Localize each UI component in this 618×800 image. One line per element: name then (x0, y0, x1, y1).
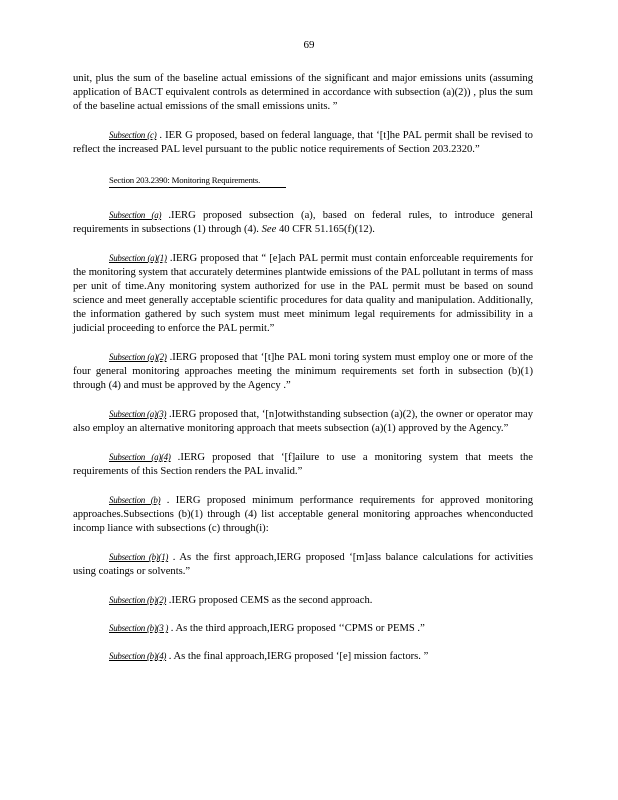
paragraph-subsection-a3 (73, 407, 533, 436)
citation-text: 40 CFR 51.165(f)(12). (278, 224, 375, 235)
paragraph-subsection-a1 (73, 251, 533, 336)
paragraph-text: . As the first approach,IERG proposed ‘[m]ass balance calculations for activities using coatings or solvents.” (73, 552, 533, 577)
paragraph-text: . IERG proposed minimum performance requirements for approved monitoring approaches.Subsections (b)(1) through (4) list acceptable general monitoring approaches whenconducted incomp liance with subsections (c) through(i): (73, 495, 533, 534)
paragraph-subsection-b1 (73, 550, 533, 579)
paragraph-subsection-b (73, 493, 533, 536)
subsection-label: Subsection (c) (109, 130, 157, 140)
paragraph-text: .IERG proposed CEMS as the second approach. (168, 595, 373, 606)
subsection-label: Subsection (a)(3) (109, 409, 167, 419)
paragraph-text: . As the final approach,IERG proposed ‘[e] mission factors. ” (168, 651, 429, 662)
subsection-label: Subsection (b)(4) (109, 651, 167, 661)
subsection-label: Subsection (b)(3 ) (109, 623, 169, 633)
paragraph-text: .IERG proposed that, ‘[n]otwithstanding subsection (a)(2), the owner or operator may also employ an alternative monitoring approach that meets subsection (a)(1) approved by the Agency.” (73, 409, 534, 434)
paragraph-text: .IERG proposed that ‘[f]ailure to use a monitoring system that meets the requirements of this Section renders the PAL invalid.” (73, 452, 534, 477)
paragraph-subsection-c (73, 128, 533, 157)
subsection-label: Subsection (a)(1) (109, 253, 167, 263)
subsection-label: Subsection (a)(2) (109, 352, 167, 362)
paragraph-subsection-b4 (73, 649, 533, 664)
subsection-label: Subsection (b) (109, 495, 161, 505)
paragraph-text: unit, plus the sum of the baseline actual emissions of the significant and major emissions units (assuming application of BACT equivalent controls as determined in accordance with subsection (a)(2)) , plus the sum of the baseline actual emissions of the small emissions units. ” (73, 73, 533, 112)
paragraph-subsection-b2 (73, 593, 533, 608)
citation-signal: See (261, 224, 277, 235)
paragraph-text: .IERG proposed that ‘[t]he PAL moni toring system must employ one or more of the four general monitoring approaches meeting the minimum requirements set forth in subsection (b)(1) through (4) and must be approved by the Agency .” (73, 352, 533, 391)
document-body (73, 72, 533, 677)
paragraph-text: .IERG proposed that “ [e]ach PAL permit must contain enforceable requirements for the monitoring system that accurately determines plantwide emissions of the PAL pollutant in terms of mass per unit of time.Any monitoring system authorized for use in the PAL permit must be based on sound science and meet generally acceptable scientific procedures for data quality and manipulation. Additionally, the information gathered by such system must meet minimum legal requirements for admissibility in a judicial proceeding to enforce the PAL permit.” (73, 253, 533, 334)
subsection-label: Subsection (a) (109, 210, 162, 220)
page-number: 69 (303, 39, 315, 51)
paragraph-subsection-a (73, 208, 533, 237)
subsection-label: Subsection (a)(4) (109, 452, 171, 462)
paragraph-text: . As the third approach,IERG proposed ‘‘CPMS or PEMS .” (170, 623, 425, 634)
paragraph-text: . IER G proposed, based on federal language, that ‘[t]he PAL permit shall be revised to reflect the increased PAL level pursuant to the public notice requirements of Section 203.2320.” (73, 130, 533, 155)
subsection-label: Subsection (b)(2) (109, 595, 167, 605)
section-heading: Section 203.2390: Monitoring Requirements. (109, 173, 286, 188)
paragraph-subsection-b3 (73, 621, 533, 636)
paragraph-subsection-a2 (73, 350, 533, 393)
paragraph-continuation (73, 72, 533, 114)
paragraph-text: .IERG proposed subsection (a), based on federal rules, to introduce general requirements in subsections (1) through (4). (73, 210, 533, 235)
paragraph-subsection-a4 (73, 450, 533, 479)
subsection-label: Subsection (b)(1) (109, 552, 169, 562)
